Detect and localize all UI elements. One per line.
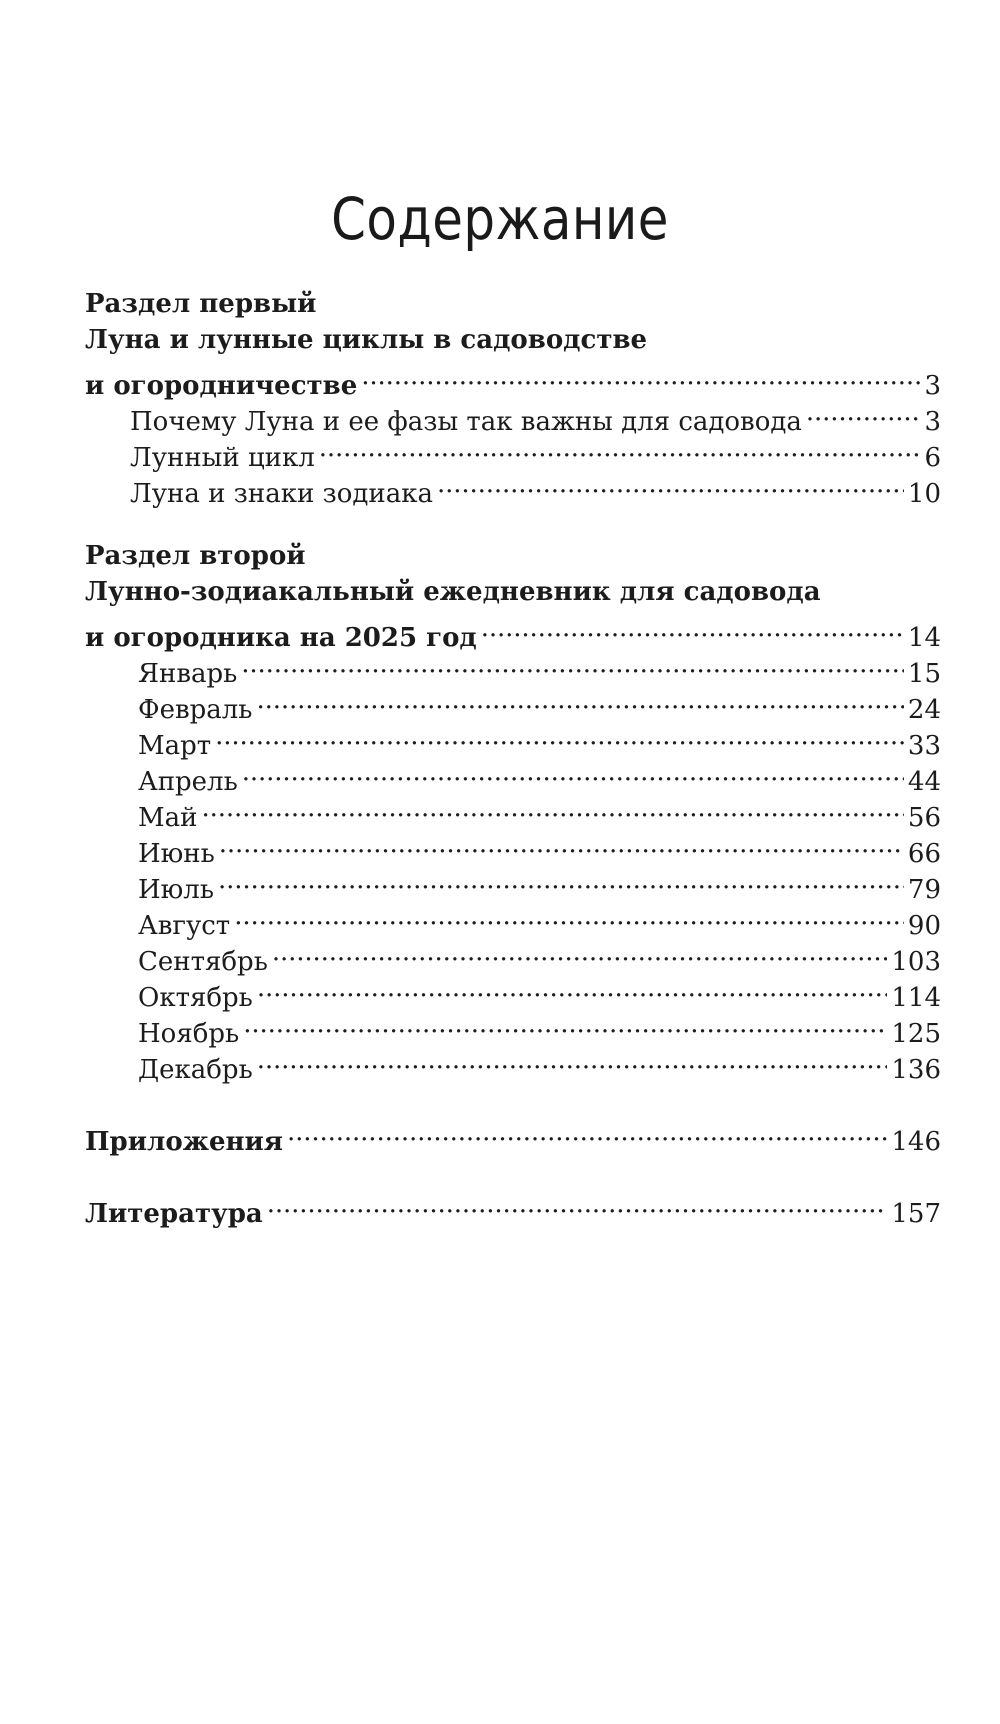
entry-label: Август bbox=[138, 911, 231, 941]
entry-label: Почему Луна и ее фазы так важны для садовода bbox=[130, 407, 802, 437]
entry-label: Сентябрь bbox=[138, 947, 268, 977]
dot-leader bbox=[481, 610, 904, 646]
toc-entry[interactable] bbox=[85, 790, 941, 833]
page-number: 56 bbox=[907, 803, 941, 833]
section2-title-line2: и огородника на 2025 год bbox=[85, 623, 477, 653]
entry-label: Декабрь bbox=[138, 1055, 253, 1085]
page-number: 146 bbox=[891, 1127, 941, 1157]
page-number: 14 bbox=[907, 623, 941, 653]
dot-leader bbox=[256, 682, 903, 718]
section1-heading: Раздел первый bbox=[85, 289, 317, 319]
page-number: 103 bbox=[891, 947, 941, 977]
entry-label: Литература bbox=[85, 1199, 263, 1229]
entry-label: Луна и знаки зодиака bbox=[130, 479, 433, 509]
page-number: 90 bbox=[907, 911, 941, 941]
page-number: 3 bbox=[924, 407, 941, 437]
dot-leader bbox=[319, 430, 921, 466]
dot-leader bbox=[241, 646, 904, 682]
page-number: 3 bbox=[924, 371, 941, 401]
appendix-entry[interactable] bbox=[85, 1114, 941, 1157]
dot-leader bbox=[257, 1042, 888, 1078]
page-number: 114 bbox=[891, 983, 941, 1013]
literature-entry[interactable] bbox=[85, 1186, 941, 1229]
section1-title-entry[interactable] bbox=[85, 358, 941, 401]
page-number: 125 bbox=[891, 1019, 941, 1049]
page-title: Содержание bbox=[331, 185, 669, 253]
dot-leader bbox=[201, 790, 903, 826]
dot-leader bbox=[243, 1006, 887, 1042]
dot-leader bbox=[218, 862, 904, 898]
entry-label: Лунный цикл bbox=[130, 443, 315, 473]
dot-leader bbox=[287, 1114, 887, 1150]
table-of-contents bbox=[85, 286, 941, 1229]
section1-title-line1: Луна и лунные циклы в садоводстве bbox=[85, 325, 648, 355]
page-number: 136 bbox=[891, 1055, 941, 1085]
dot-leader bbox=[219, 826, 904, 862]
dot-leader bbox=[215, 718, 904, 754]
page-number: 24 bbox=[907, 695, 941, 725]
entry-label: Март bbox=[138, 731, 212, 761]
toc-entry[interactable] bbox=[85, 826, 941, 869]
dot-leader bbox=[267, 1186, 888, 1222]
entry-label: Февраль bbox=[138, 695, 253, 725]
page-number: 44 bbox=[907, 767, 941, 797]
entry-label: Май bbox=[138, 803, 198, 833]
dot-leader bbox=[242, 754, 904, 790]
entry-label: Ноябрь bbox=[138, 1019, 240, 1049]
dot-leader bbox=[272, 934, 888, 970]
entry-label: Апрель bbox=[138, 767, 238, 797]
page-number: 6 bbox=[924, 443, 941, 473]
entry-label: Приложения bbox=[85, 1127, 284, 1157]
toc-entry[interactable] bbox=[85, 754, 941, 797]
entry-label: Октябрь bbox=[138, 983, 253, 1013]
dot-leader bbox=[806, 394, 921, 430]
entry-label: Июнь bbox=[138, 839, 215, 869]
dot-leader bbox=[234, 898, 904, 934]
section2-heading: Раздел второй bbox=[85, 541, 306, 571]
section1-title-line2: и огородничестве bbox=[85, 371, 358, 401]
dot-leader bbox=[257, 970, 888, 1006]
page-number: 10 bbox=[907, 479, 941, 509]
page-number: 66 bbox=[907, 839, 941, 869]
page-number: 157 bbox=[891, 1199, 941, 1229]
entry-label: Январь bbox=[138, 659, 238, 689]
page-number: 33 bbox=[907, 731, 941, 761]
page-number: 79 bbox=[907, 875, 941, 905]
page-number: 15 bbox=[907, 659, 941, 689]
section2-title-line1: Лунно-зодиакальный ежедневник для садовода bbox=[85, 577, 821, 607]
section2-title-entry[interactable] bbox=[85, 610, 941, 653]
dot-leader bbox=[437, 466, 904, 502]
dot-leader bbox=[361, 358, 920, 394]
entry-label: Июль bbox=[138, 875, 214, 905]
